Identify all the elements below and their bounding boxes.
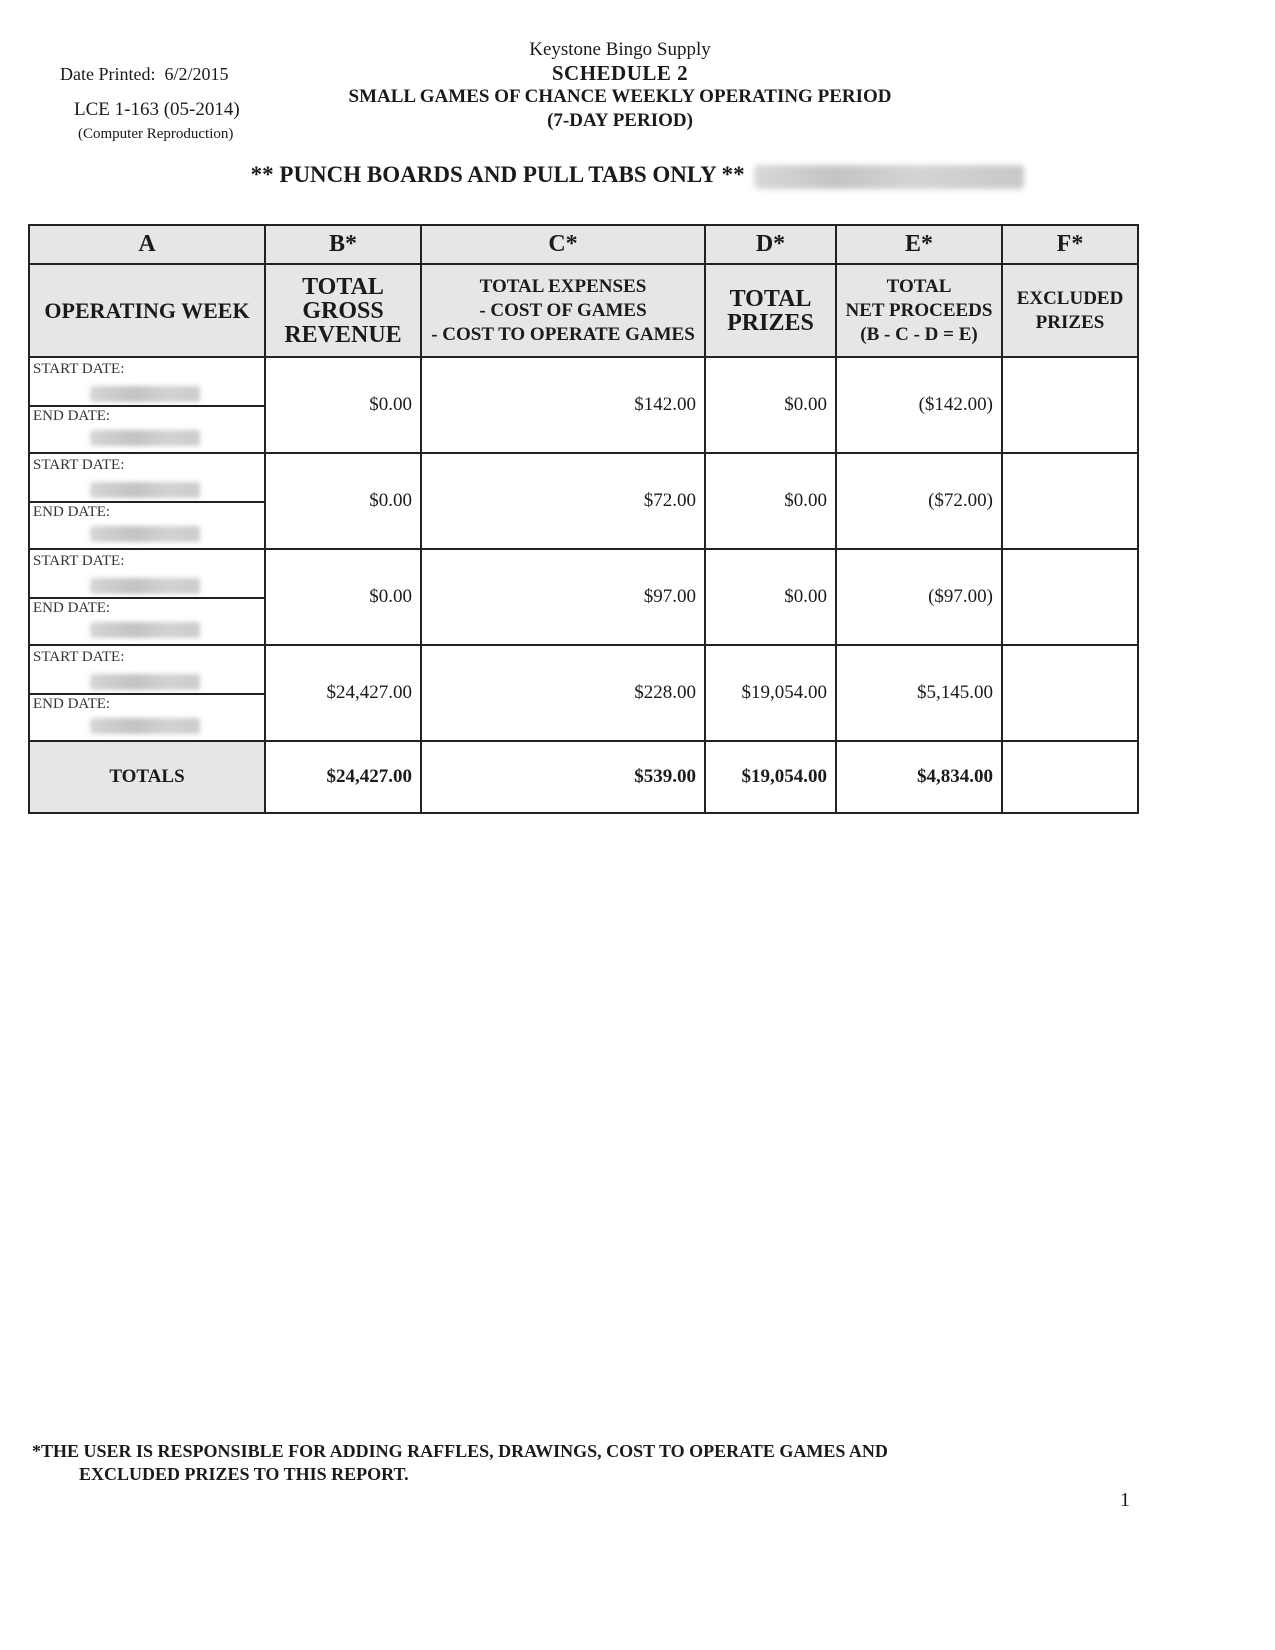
header-line: PRIZES — [727, 309, 814, 336]
redacted-date-range — [754, 165, 1024, 189]
total-expenses: $539.00 — [421, 741, 705, 813]
banner — [0, 162, 1275, 189]
gross-revenue-cell: $24,427.00 — [265, 645, 421, 741]
header-line: TOTAL EXPENSES — [479, 275, 647, 297]
net-proceeds-cell: ($97.00) — [836, 549, 1002, 645]
schedule-subtitle: SMALL GAMES OF CHANCE WEEKLY OPERATING PERIOD — [348, 86, 892, 107]
net-proceeds-cell: ($72.00) — [836, 453, 1002, 549]
page-number: 1 — [1120, 1489, 1130, 1511]
column-letter-row — [29, 225, 1138, 264]
redacted-start-date — [90, 578, 200, 594]
end-date-label: END DATE: — [33, 408, 111, 424]
header-line: NET PROCEEDS — [845, 299, 993, 321]
footnote-line-1: *THE USER IS RESPONSIBLE FOR ADDING RAFFLES, DRAWINGS, COST TO OPERATE GAMES AND — [32, 1441, 888, 1461]
column-letter-f: F* — [1002, 225, 1138, 264]
start-date-label: START DATE: — [33, 361, 125, 377]
divider — [30, 405, 264, 407]
divider — [30, 693, 264, 695]
header-line: TOTAL — [729, 285, 812, 312]
excluded-prizes-cell — [1002, 549, 1138, 645]
header-total-expenses — [421, 264, 705, 357]
table-row — [29, 645, 1138, 741]
header-operating-week: OPERATING WEEK — [29, 264, 265, 357]
header-line: TOTAL — [886, 275, 952, 297]
table-row — [29, 357, 1138, 453]
header-excluded-prizes — [1002, 264, 1138, 357]
redacted-end-date — [90, 526, 200, 542]
end-date-label: END DATE: — [33, 504, 111, 520]
totals-label: TOTALS — [29, 741, 265, 813]
expenses-cell: $72.00 — [421, 453, 705, 549]
divider — [30, 597, 264, 599]
total-gross-revenue: $24,427.00 — [265, 741, 421, 813]
gross-revenue-cell: $0.00 — [265, 453, 421, 549]
operating-week-cell — [29, 549, 265, 645]
column-letter-e: E* — [836, 225, 1002, 264]
table-row — [29, 453, 1138, 549]
company-name: Keystone Bingo Supply — [529, 39, 711, 60]
operating-week-cell — [29, 453, 265, 549]
header-line: EXCLUDED — [1016, 287, 1124, 309]
schedule-table — [28, 224, 1139, 814]
total-excluded-prizes — [1002, 741, 1138, 813]
footnote — [32, 1440, 1032, 1486]
header-line: REVENUE — [284, 321, 402, 348]
banner-text: ** PUNCH BOARDS AND PULL TABS ONLY ** — [250, 162, 745, 187]
column-letter-c: C* — [421, 225, 705, 264]
schedule-title: SCHEDULE 2 — [551, 61, 689, 85]
expenses-cell: $97.00 — [421, 549, 705, 645]
operating-week-cell — [29, 645, 265, 741]
prizes-cell: $0.00 — [705, 549, 836, 645]
footnote-line-2: EXCLUDED PRIZES TO THIS REPORT. — [79, 1464, 409, 1484]
gross-revenue-cell: $0.00 — [265, 549, 421, 645]
header-line: TOTAL — [302, 273, 384, 300]
excluded-prizes-cell — [1002, 645, 1138, 741]
header-line: (B - C - D = E) — [860, 323, 978, 345]
date-printed-value: 6/2/2015 — [164, 64, 229, 84]
redacted-end-date — [90, 430, 200, 446]
column-title-row — [29, 264, 1138, 357]
end-date-label: END DATE: — [33, 600, 111, 616]
redacted-start-date — [90, 674, 200, 690]
excluded-prizes-cell — [1002, 453, 1138, 549]
end-date-label: END DATE: — [33, 696, 111, 712]
form-number: LCE 1-163 (05-2014) — [74, 99, 240, 120]
redacted-start-date — [90, 482, 200, 498]
period-label: (7-DAY PERIOD) — [547, 110, 693, 131]
header-total-gross-revenue — [265, 264, 421, 357]
document-header — [300, 38, 940, 133]
start-date-label: START DATE: — [33, 457, 125, 473]
net-proceeds-cell: $5,145.00 — [836, 645, 1002, 741]
net-proceeds-cell: ($142.00) — [836, 357, 1002, 453]
date-printed-label: Date Printed: — [60, 64, 156, 84]
redacted-start-date — [90, 386, 200, 402]
header-line: GROSS — [302, 297, 384, 324]
header-line: PRIZES — [1035, 311, 1105, 333]
redacted-end-date — [90, 622, 200, 638]
table-row — [29, 549, 1138, 645]
start-date-label: START DATE: — [33, 553, 125, 569]
column-letter-d: D* — [705, 225, 836, 264]
prizes-cell: $0.00 — [705, 357, 836, 453]
header-line: - COST TO OPERATE GAMES — [431, 323, 695, 345]
total-prizes: $19,054.00 — [705, 741, 836, 813]
expenses-cell: $142.00 — [421, 357, 705, 453]
expenses-cell: $228.00 — [421, 645, 705, 741]
header-line: - COST OF GAMES — [479, 299, 647, 321]
prizes-cell: $19,054.00 — [705, 645, 836, 741]
prizes-cell: $0.00 — [705, 453, 836, 549]
date-printed — [60, 64, 229, 85]
column-letter-b: B* — [265, 225, 421, 264]
totals-row — [29, 741, 1138, 813]
gross-revenue-cell: $0.00 — [265, 357, 421, 453]
excluded-prizes-cell — [1002, 357, 1138, 453]
redacted-end-date — [90, 718, 200, 734]
total-net-proceeds: $4,834.00 — [836, 741, 1002, 813]
reproduction-note: (Computer Reproduction) — [78, 126, 234, 142]
start-date-label: START DATE: — [33, 649, 125, 665]
column-letter-a: A — [29, 225, 265, 264]
header-total-net-proceeds — [836, 264, 1002, 357]
operating-week-cell — [29, 357, 265, 453]
header-total-prizes — [705, 264, 836, 357]
divider — [30, 501, 264, 503]
